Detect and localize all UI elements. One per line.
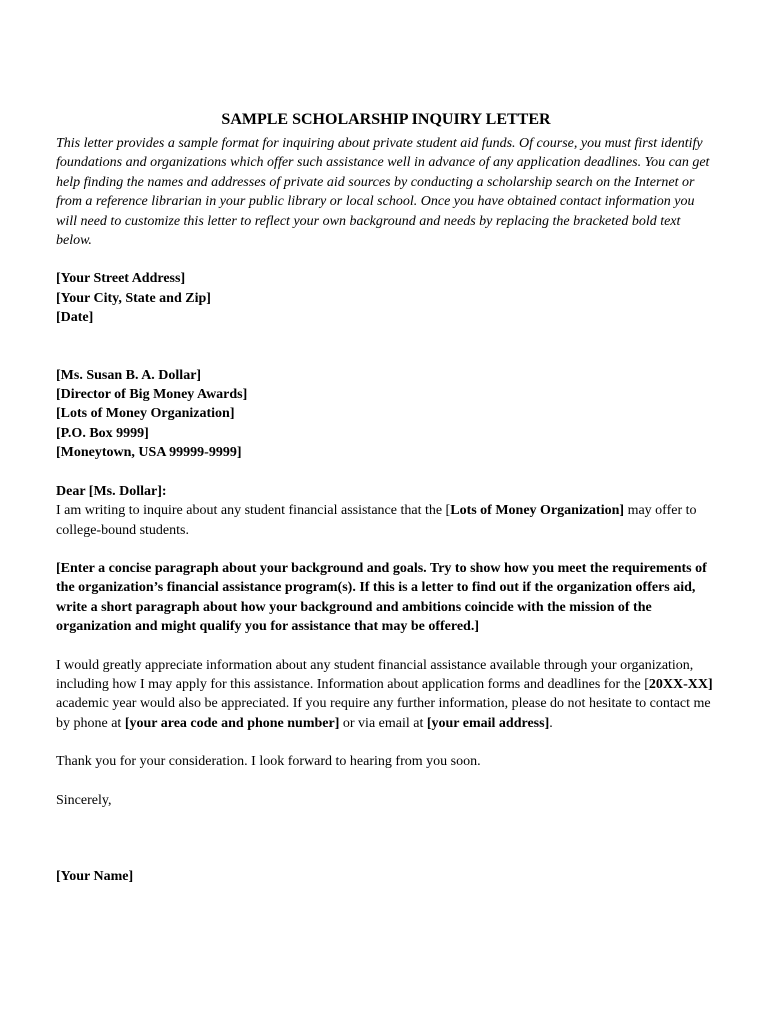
intro-paragraph: This letter provides a sample format for inquiring about private student aid funds. Of course, you must first identify foundations and organizations which offer such assistance well in advance of any application deadlines. You can get help finding the names and addresses of private aid sources by conducting a scholarship search on the Internet or from a reference librarian in your public library or local school. Once you have obtained contact information you will need to customize this letter to reflect your own background and needs by replacing the bracketed bold text below. <box>56 136 710 249</box>
sender-city: [Your City, State and Zip] <box>56 290 211 306</box>
recipient-name: [Ms. Susan B. A. Dollar] <box>56 367 202 383</box>
salutation: Dear [Ms. Dollar]: <box>56 483 167 499</box>
para1-text-end: may offer to college-bound students. <box>56 503 697 538</box>
letter-title: SAMPLE SCHOLARSHIP INQUIRY LETTER <box>221 111 551 128</box>
closing: Sincerely, <box>56 792 112 808</box>
signature: [Your Name] <box>56 868 134 884</box>
para3-year: 20XX-XX] <box>648 676 713 692</box>
para1-bold: Lots of Money Organization] <box>450 503 625 519</box>
recipient-city: [Moneytown, USA 99999-9999] <box>56 445 242 461</box>
recipient-box: [P.O. Box 9999] <box>56 425 149 441</box>
para3-phone: [your area code and phone number] <box>124 715 340 731</box>
spacer <box>56 463 716 482</box>
para3-text-2: academic year would also be appreciated. If you require any further information, please do not hesitate to contact me by phone at <box>56 696 711 731</box>
para3-text-4: . <box>549 715 553 731</box>
letter-document <box>56 110 716 886</box>
para3-email: [your email address] <box>426 715 550 731</box>
recipient-title: [Director of Big Money Awards] <box>56 387 248 403</box>
body-paragraph-4: Thank you for your consideration. I look forward to hearing from you soon. <box>56 754 481 770</box>
sender-address <box>56 269 716 327</box>
spacer <box>56 328 716 366</box>
sender-date: [Date] <box>56 310 94 326</box>
body-paragraph-1 <box>56 482 716 540</box>
para1-text: I am writing to inquire about any student financial assistance that the [ <box>56 503 451 519</box>
body-paragraph-3 <box>56 656 716 734</box>
spacer <box>56 829 716 867</box>
recipient-organization: [Lots of Money Organization] <box>56 406 235 422</box>
para3-text-3: or via email at <box>339 715 427 731</box>
body-paragraph-2: [Enter a concise paragraph about your background and goals. Try to show how you meet the requirements of the organization’s financial assistance program(s). If this is a letter to find out if the organization offers aid, write a short paragraph about how your background and ambitions coincide with the mission of the organization and might qualify you for assistance that may be offered.] <box>56 560 707 635</box>
recipient-address <box>56 366 716 463</box>
para3-text-1: I would greatly appreciate information about any student financial assistance available through your organization, including how I may apply for this assistance. Information about application forms and deadlines for the [ <box>56 657 694 692</box>
sender-street: [Your Street Address] <box>56 271 186 287</box>
